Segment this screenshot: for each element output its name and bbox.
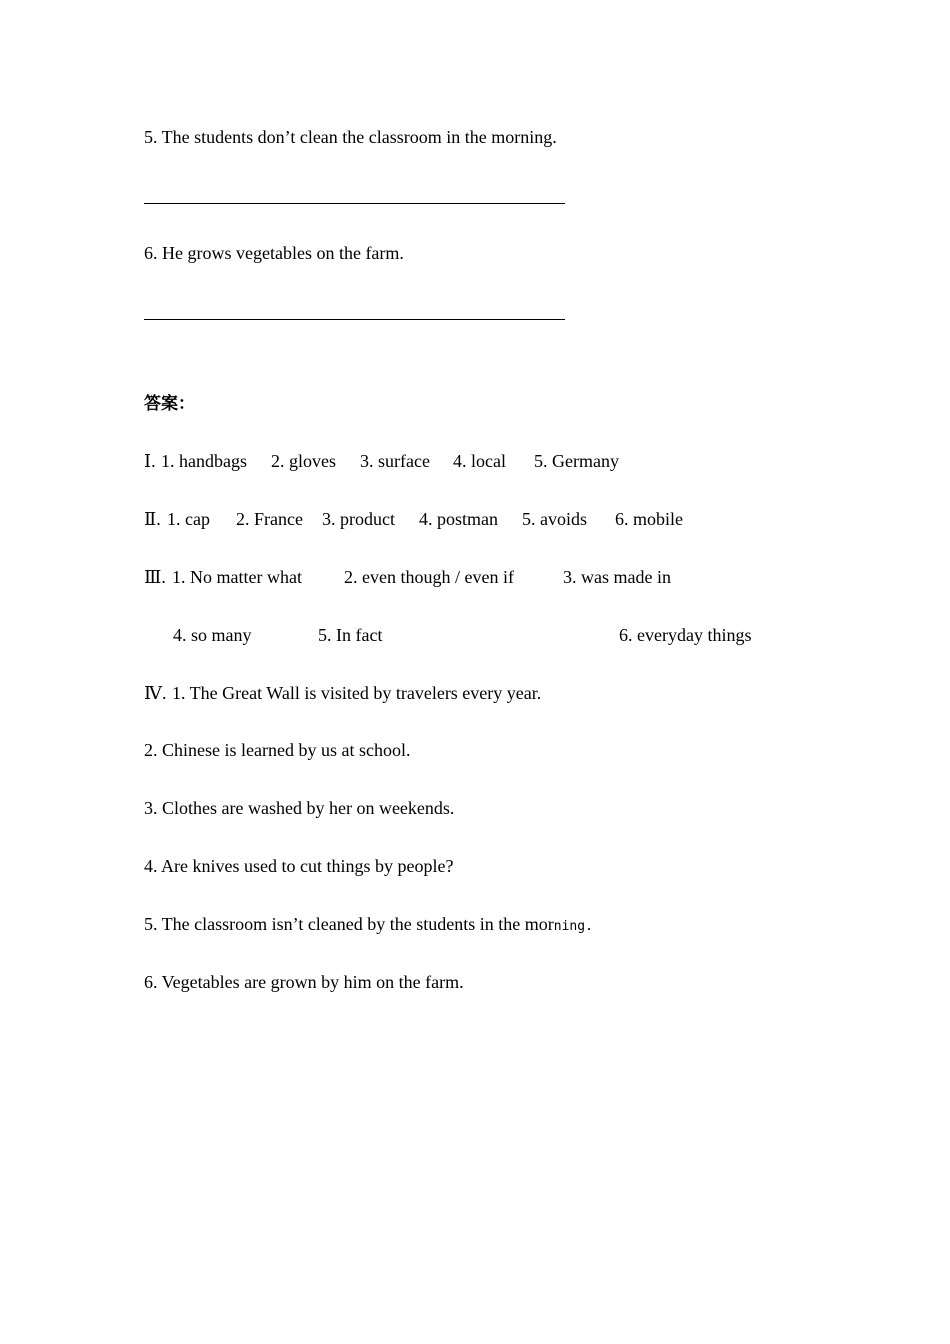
section-4-item-5-text: 5. The classroom isn’t cleaned by the students in the mor	[144, 914, 554, 934]
section-3-item: 5. In fact	[318, 625, 383, 645]
section-3-item: 3. was made in	[563, 567, 671, 587]
section-4-item: 6. Vegetables are grown by him on the farm.	[144, 972, 464, 992]
section-1-item: 1. handbags	[161, 451, 247, 471]
section-2-item: 1. cap	[167, 509, 210, 529]
section-1-item: 2. gloves	[271, 451, 336, 471]
section-1-item: 4. local	[453, 451, 506, 471]
section-4-item-5-tail: ning.	[553, 919, 593, 934]
section-1-item: 3. surface	[360, 451, 430, 471]
section-1-item: 5. Germany	[534, 451, 619, 471]
section-3-item: 6. everyday things	[619, 625, 752, 645]
section-3-item: 1. No matter what	[172, 567, 302, 587]
section-4-item: 1. The Great Wall is visited by travelers every year.	[172, 683, 542, 703]
section-4-item: 2. Chinese is learned by us at school.	[144, 740, 411, 760]
section-2-item: 5. avoids	[522, 509, 587, 529]
answer-blank-6	[144, 319, 565, 320]
section-4-item-5	[144, 913, 593, 938]
section-4-item: 3. Clothes are washed by her on weekends.	[144, 798, 455, 818]
answers-heading: 答案：	[144, 394, 195, 414]
section-3-numeral: Ⅲ.	[144, 567, 166, 587]
section-3-item: 2. even though / even if	[344, 567, 514, 587]
section-3-item: 4. so many	[173, 625, 252, 645]
question-5: 5. The students don’t clean the classroom in the morning.	[144, 127, 557, 147]
section-4-item: 4. Are knives used to cut things by people?	[144, 856, 454, 876]
answer-blank-5	[144, 203, 565, 204]
section-2-numeral: Ⅱ.	[144, 509, 161, 529]
section-2-item: 3. product	[322, 509, 395, 529]
section-2-item: 6. mobile	[615, 509, 683, 529]
section-4-numeral: Ⅳ.	[144, 683, 167, 703]
section-1-numeral: Ⅰ.	[144, 451, 156, 471]
section-2-item: 2. France	[236, 509, 303, 529]
section-2-item: 4. postman	[419, 509, 498, 529]
question-6: 6. He grows vegetables on the farm.	[144, 243, 404, 263]
